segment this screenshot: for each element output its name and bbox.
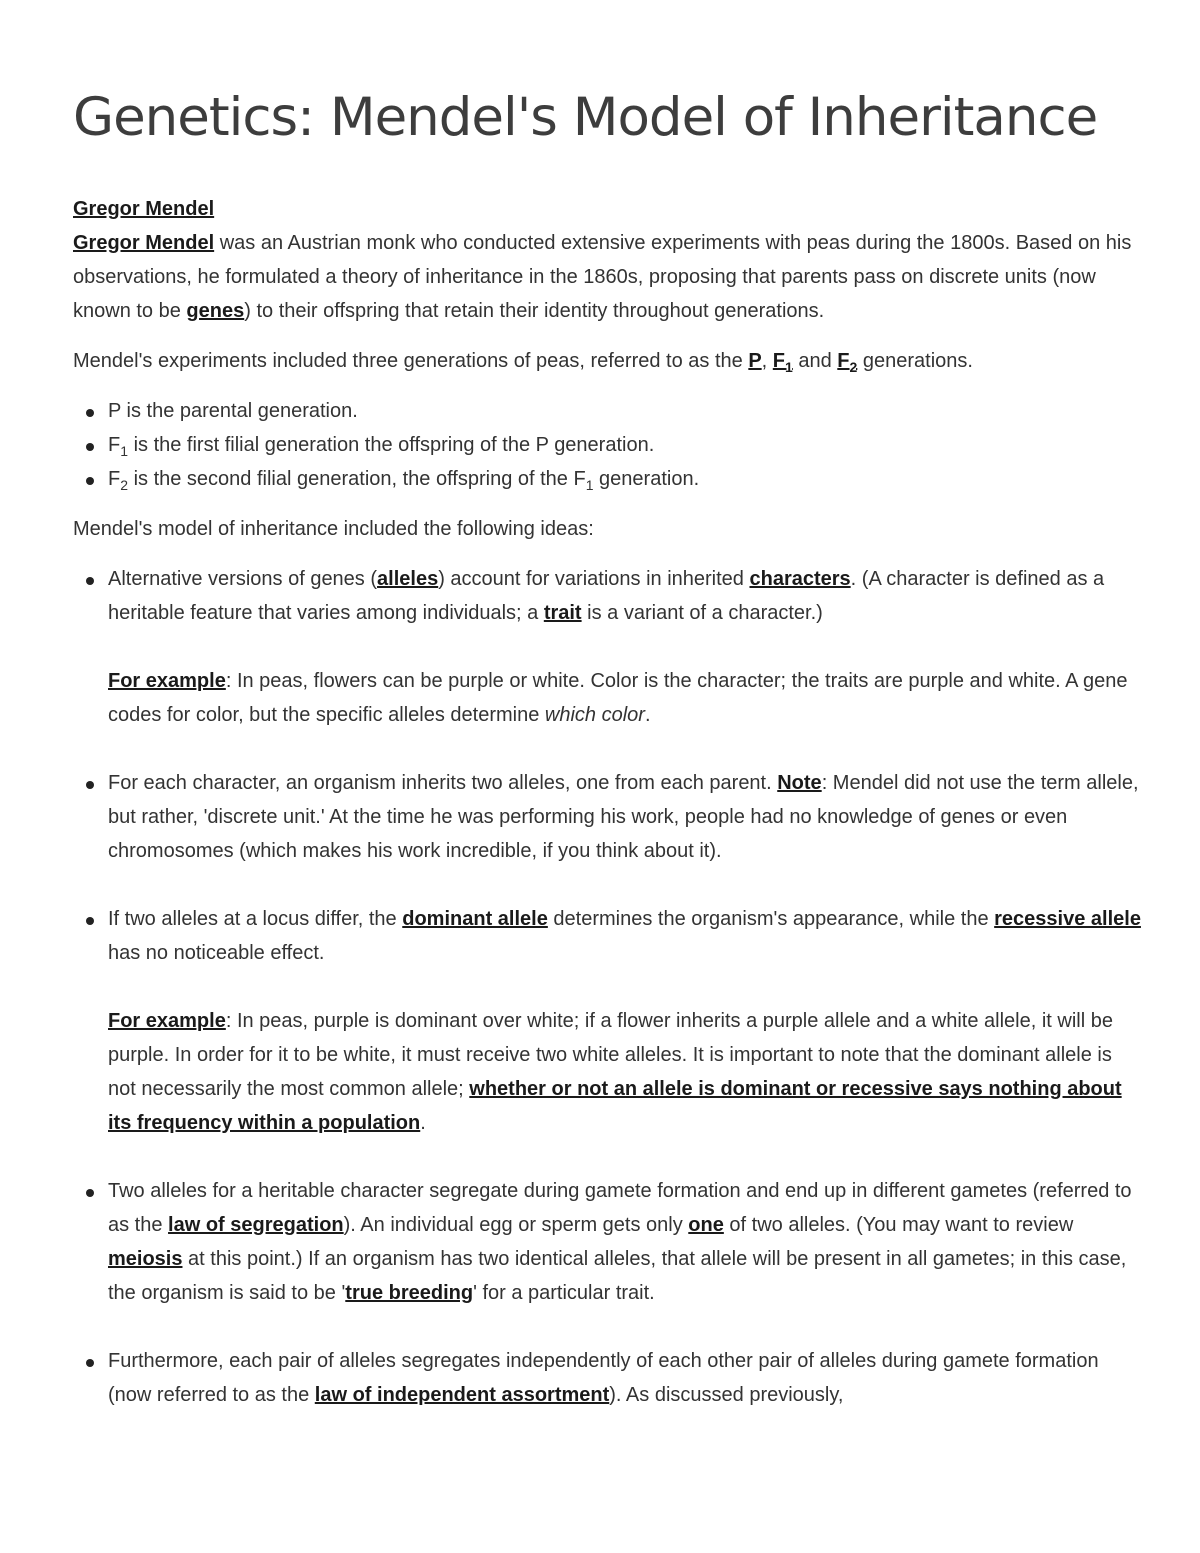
bullet-icon (86, 477, 94, 485)
list-item: $F_1$ is the first filial generation the offspring of the P generation. (73, 428, 1143, 462)
bullet-icon (86, 409, 94, 417)
term-f2: $F_2$ (837, 350, 858, 375)
list-item-dominance: If two alleles at a locus differ, the dominant allele determines the organism's appearance, while the recessive allele has no noticeable effect. For example: In peas, purple is dominant over white; if a flower inherits a purple allele and a white allele, it will be purple. In order for it to be white, it must receive two white alleles. It is important to note that the dominant allele is not necessarily the most common allele; whether or not an allele is dominant or recessive says nothing about its frequency within a population. (73, 902, 1143, 1140)
term-law-of-independent-assortment: law of independent assortment (314, 1384, 610, 1406)
emphasis-frequency: whether or not an allele is dominant or recessive says nothing about its frequency within a population (108, 1078, 1122, 1134)
example-block: For example: In peas, purple is dominant over white; if a flower inherits a purple allele and a white allele, it will be purple. In order for it to be white, it must receive two white alleles. It is important to note that the dominant allele is not necessarily the most common allele; whether or not an allele is dominant or recessive says nothing about its frequency within a population. (108, 1010, 1122, 1134)
bullet-icon (86, 781, 94, 789)
term-dominant-allele: dominant allele (402, 908, 548, 930)
list-item-independent-assortment: Furthermore, each pair of alleles segregates independently of each other pair of alleles during gamete formation (now referred to as the law of independent assortment). As discussed previously, (73, 1344, 1143, 1412)
example-label: For example (108, 670, 226, 692)
bullet-icon (86, 1189, 94, 1197)
bullet-icon (86, 577, 94, 585)
term-law-of-segregation: law of segregation (168, 1214, 344, 1236)
list-item-alleles: Alternative versions of genes (alleles) account for variations in inherited characters. (A character is defined as a heritable feature that varies among individuals; a trait is a variant of a character.) For example: In peas, flowers can be purple or white. Color is the character; the traits are purple and white. A gene codes for color, but the specific alleles determine which color. (73, 562, 1143, 732)
bullet-icon (86, 917, 94, 925)
document-page (73, 82, 1143, 1446)
term-alleles: alleles (377, 568, 439, 590)
page-title: Genetics: Mendel's Model of Inheritance (73, 87, 1098, 148)
term-trait: trait (543, 602, 582, 624)
term-note: Note (777, 772, 822, 794)
ideas-list (73, 562, 1143, 1412)
term-true-breeding: true breeding (345, 1282, 474, 1304)
term-gregor-mendel: Gregor Mendel (73, 232, 215, 254)
generations-list (73, 394, 1143, 496)
model-intro-paragraph: Mendel's model of inheritance included the following ideas: (73, 518, 594, 540)
term-meiosis: meiosis (108, 1248, 183, 1270)
example-label: For example (108, 1010, 226, 1032)
list-item: P is the parental generation. (73, 394, 1143, 428)
bullet-icon (86, 1359, 94, 1367)
term-f1: $F_1$ (772, 350, 793, 375)
term-p: P (748, 350, 762, 372)
example-block: For example: In peas, flowers can be purple or white. Color is the character; the traits are purple and white. A gene codes for color, but the specific alleles determine which color. (108, 670, 1128, 726)
term-characters: characters (749, 568, 851, 590)
list-item: $F_2$ is the second filial generation, the offspring of the $F_1$ generation. (73, 462, 1143, 496)
list-item-segregation: Two alleles for a heritable character segregate during gamete formation and end up in different gametes (referred to as the law of segregation). An individual egg or sperm gets only one of two alleles. (You may want to review meiosis at this point.) If an organism has two identical alleles, that allele will be present in all gametes; in this case, the organism is said to be 'true breeding' for a particular trait. (73, 1174, 1143, 1310)
generations-intro-paragraph: Mendel's experiments included three generations of peas, referred to as the P, $F_1$ and $F_2$ generations. (73, 350, 973, 375)
term-genes: genes (186, 300, 245, 322)
term-one: one (688, 1214, 724, 1236)
term-recessive-allele: recessive allele (994, 908, 1141, 930)
section-heading: Gregor Mendel (73, 198, 215, 220)
list-item-two-alleles: For each character, an organism inherits two alleles, one from each parent. Note: Mendel did not use the term allele, but rather, 'discrete unit.' At the time he was performing his work, people had no knowledge of genes or even chromosomes (which makes his work incredible, if you think about it). (73, 766, 1143, 868)
bullet-icon (86, 443, 94, 451)
intro-paragraph: Gregor Mendel was an Austrian monk who conducted extensive experiments with peas during the 1800s. Based on his observations, he formulated a theory of inheritance in the 1860s, proposing that parents pass on discrete units (now known to be genes) to their offspring that retain their identity throughout generations. (73, 232, 1132, 322)
